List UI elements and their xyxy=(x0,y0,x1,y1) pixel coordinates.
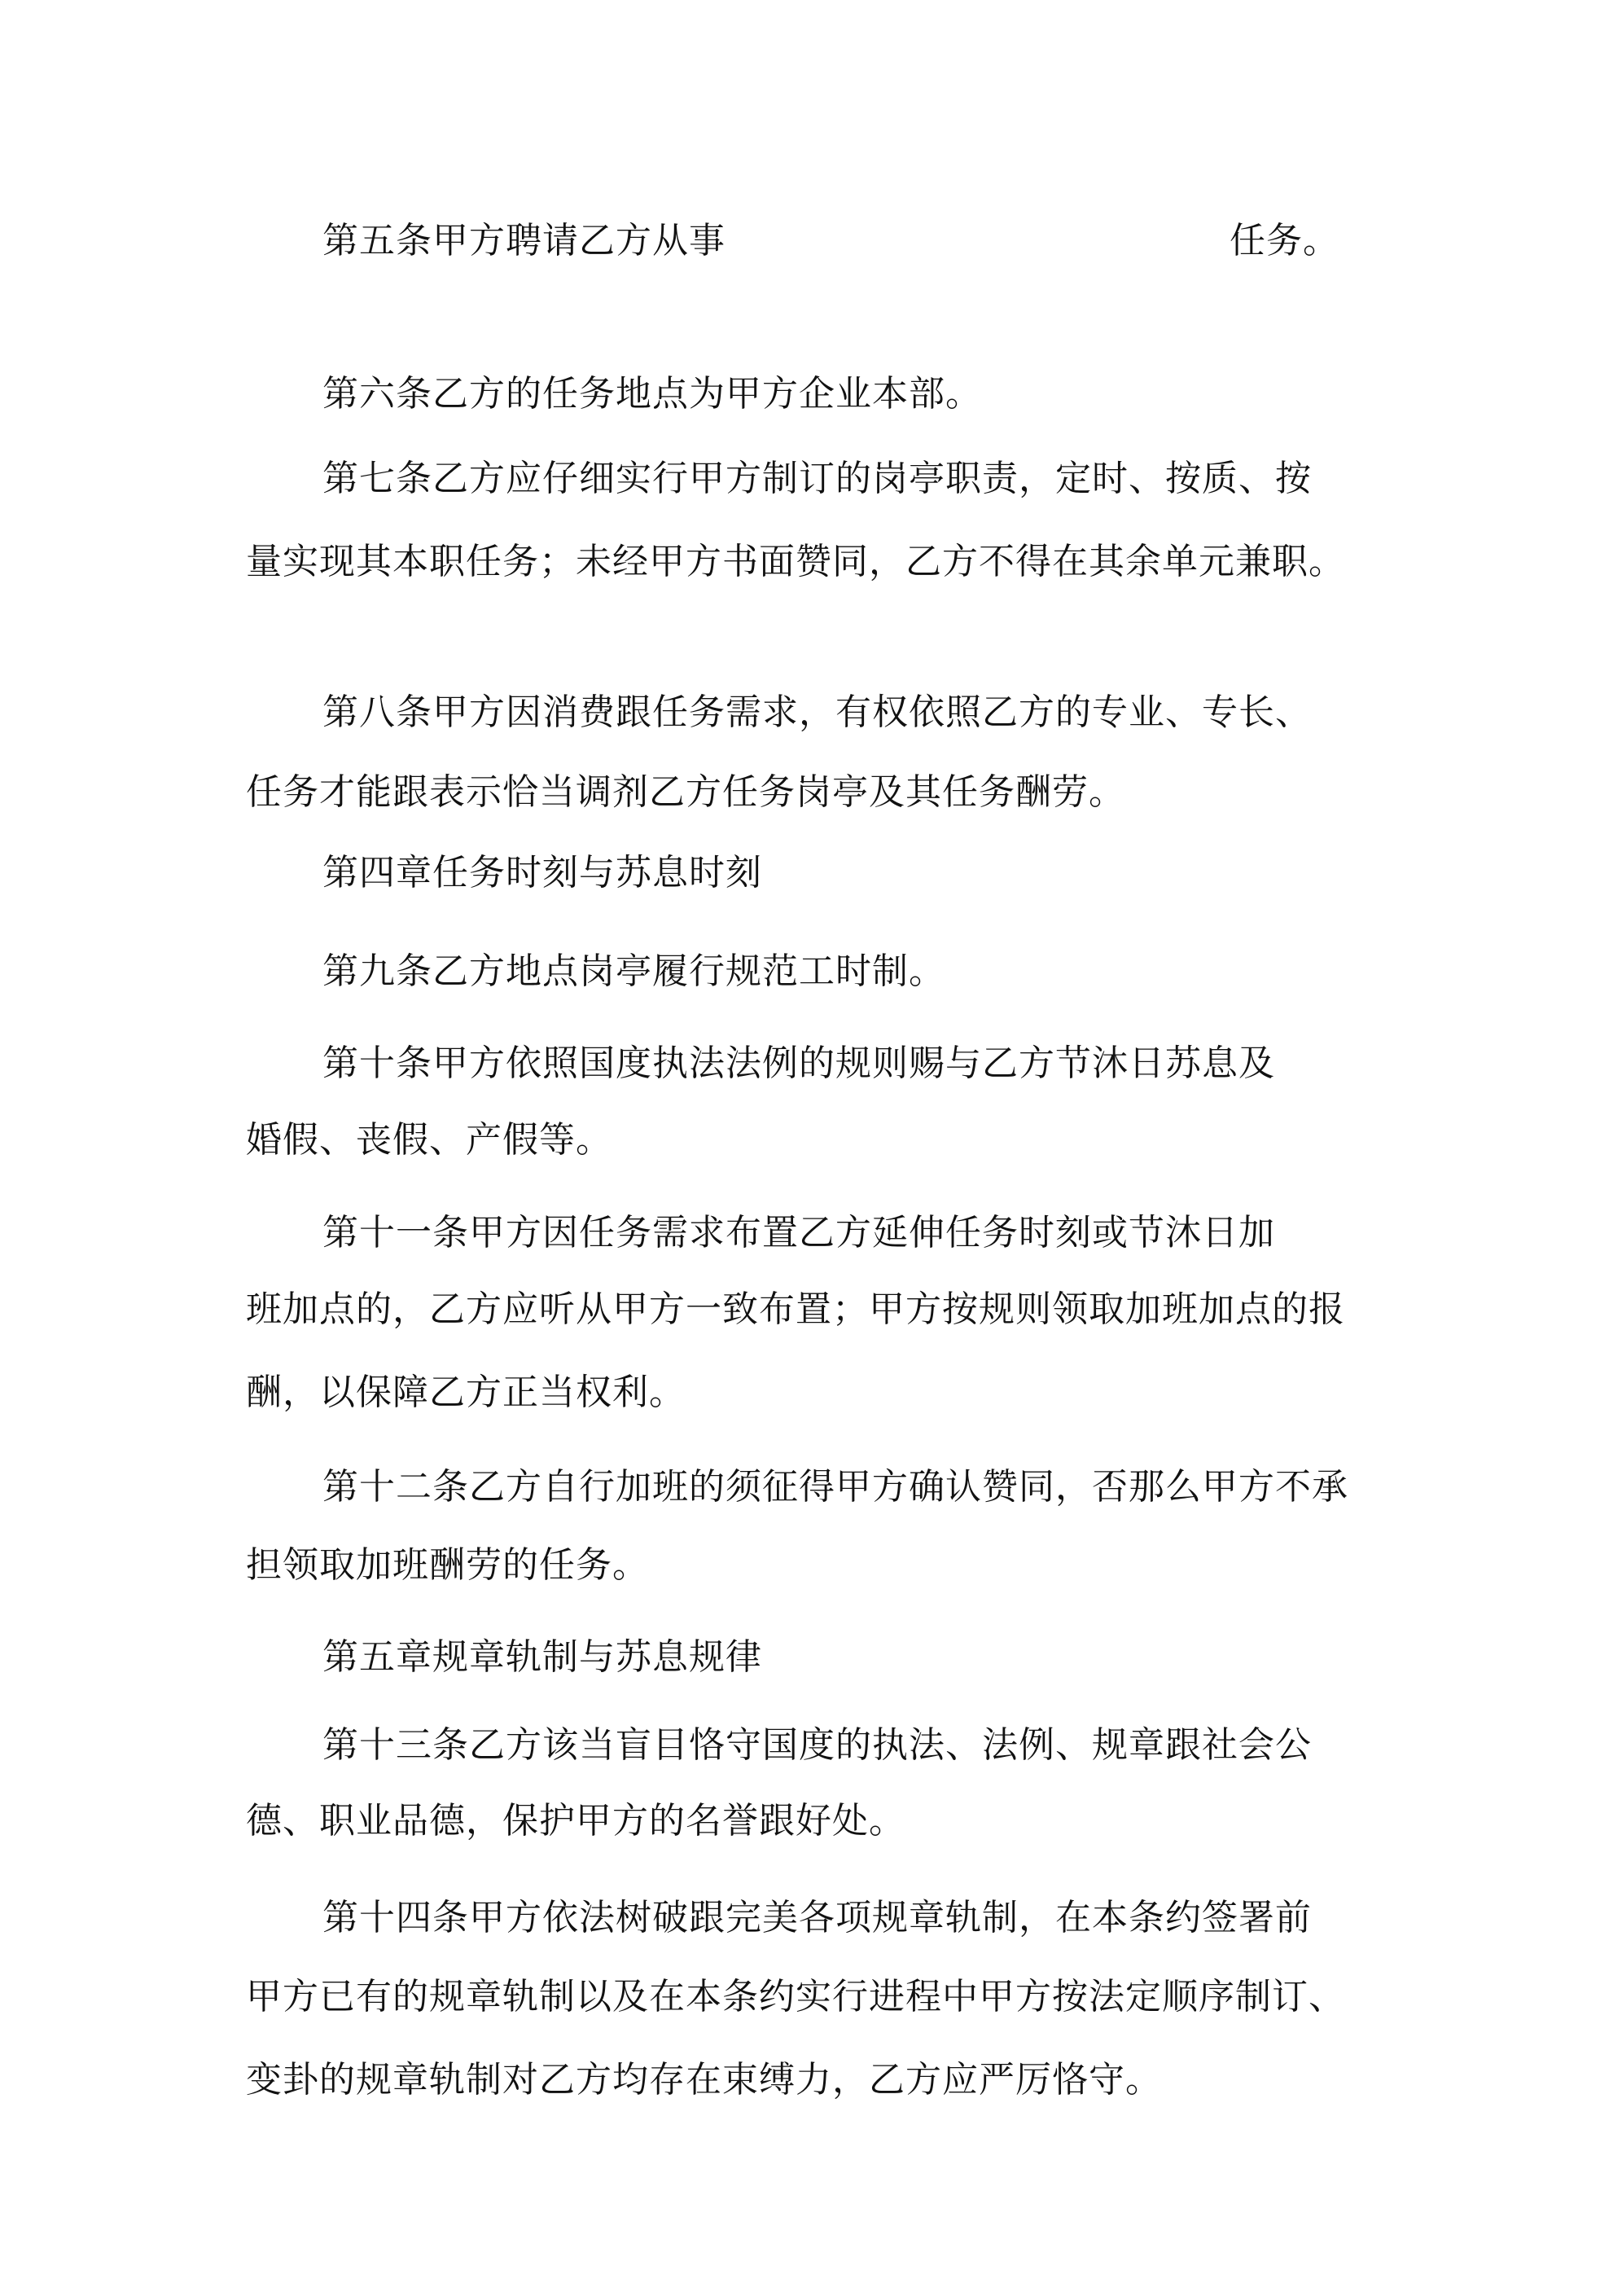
article-6: 第六条乙方的任务地点为甲方企业本部。 xyxy=(322,373,982,415)
article-5-text: 第五条甲方聘请乙方从事 xyxy=(322,220,726,261)
article-14-line-1: 第十四条甲方依法树破跟完美各项规章轨制，在本条约签署前 xyxy=(322,1897,1312,1938)
article-14-line-3: 变卦的规章轨制对乙方均存在束缚力，乙方应严厉恪守。 xyxy=(246,2059,1162,2101)
article-7-line-1: 第七条乙方应仔细实行甲方制订的岗亭职责，定时、按质、按 xyxy=(322,458,1312,499)
article-7-line-2: 量实现其本职任务；未经甲方书面赞同，乙方不得在其余单元兼职。 xyxy=(246,541,1345,582)
article-11-line-3: 酬，以保障乙方正当权利。 xyxy=(246,1372,686,1413)
article-8-line-2: 任务才能跟表示恰当调剂乙方任务岗亭及其任务酬劳。 xyxy=(246,771,1125,813)
article-5-end: 任务。 xyxy=(1230,220,1339,261)
article-11-line-1: 第十一条甲方因任务需求布置乙方延伸任务时刻或节沐日加 xyxy=(322,1212,1275,1253)
article-11-line-2: 班加点的，乙方应听从甲方一致布置；甲方按规则领取加班加点的报 xyxy=(246,1288,1345,1330)
article-10-line-2: 婚假、丧假、产假等。 xyxy=(246,1119,612,1161)
chapter-5-heading: 第五章规章轨制与苏息规律 xyxy=(322,1636,762,1678)
article-13-line-2: 德、职业品德，保护甲方的名誉跟好处。 xyxy=(246,1800,905,1842)
article-9: 第九条乙方地点岗亭履行规范工时制。 xyxy=(322,950,945,992)
article-13-line-1: 第十三条乙方该当盲目恪守国度的执法、法例、规章跟社会公 xyxy=(322,1724,1312,1766)
article-10-line-1: 第十条甲方依照国度执法法例的规则赐与乙方节沐日苏息及 xyxy=(322,1043,1275,1084)
article-8-line-1: 第八条甲方因消费跟任务需求，有权依照乙方的专业、专长、 xyxy=(322,691,1312,733)
chapter-4-heading: 第四章任务时刻与苏息时刻 xyxy=(322,852,762,893)
article-12-line-1: 第十二条乙方自行加班的须征得甲方确认赞同，否那么甲方不承 xyxy=(322,1466,1348,1508)
article-12-line-2: 担领取加班酬劳的任务。 xyxy=(246,1544,649,1586)
article-14-line-2: 甲方已有的规章轨制以及在本条约实行进程中甲方按法定顺序制订、 xyxy=(246,1976,1345,2017)
